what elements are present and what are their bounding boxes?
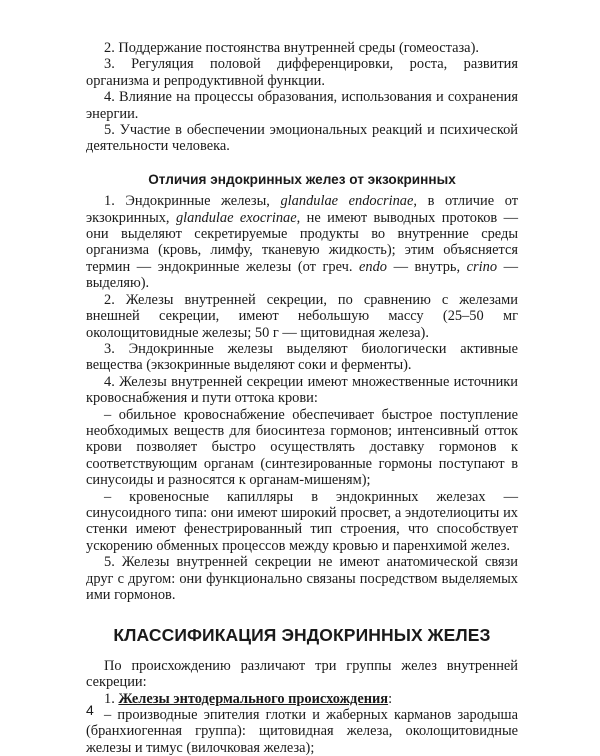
list-item: 2. Поддержание постоянства внутренней среды (гомеостаза). — [104, 40, 479, 56]
paragraph-difference-2: 2. Железы внутренней секреции, по сравнению с железами внешней секреции, имеют небольшую массу (25–50 мг околощитовидные железы; 50 г — щитовидная железа). — [86, 291, 518, 341]
paragraph-difference-4: 4. Железы внутренней секреции имеют множественные источники кровоснабжения и пути оттока крови: — [86, 373, 518, 407]
section-heading: КЛАССИФИКАЦИЯ ЭНДОКРИННЫХ ЖЕЛЕЗ — [113, 625, 491, 646]
list-item: 5. Участие в обеспечении эмоциональных реакций и психической деятельности человека. — [86, 122, 518, 155]
paragraph-capillaries: – кровеносные капилляры в эндокринных железах — синусоидного типа: они имеют широкий просвет, а эндотелиоциты их стенки имеют фенестрированный тип строения, что способствует ускорению обменных процессов между кровью и паренхимой желез. — [86, 488, 518, 554]
paragraph-difference-1: 1. Эндокринные железы, glandulae endocrinae, в отличие от экзокринных, glandulae exocrinae, не имеют выводных протоков — они выделяют секретируемые продукты во внутренние среды организма (кровь, лимфу, тканевую жидкость); этим объясняется термин — эндокринные железы (от греч. endo — внутрь, crino — выделяю). — [86, 193, 519, 292]
classification-item-1: 1. Железы энтодермального происхождения: — [104, 690, 393, 707]
paragraph-blood-supply: – обильное кровоснабжение обеспечивает быстрое поступление необходимых веществ для биосинтеза гормонов; интенсивный отток крови позволяет быстро осуществлять доставку гормонов к соответствующим органам (синтезированные гормоны поступают в синусоиды и разносятся к органам-мишеням); — [86, 406, 518, 489]
list-item: 4. Влияние на процессы образования, использования и сохранения энергии. — [86, 89, 518, 122]
page-number: 4 — [86, 702, 94, 718]
page-content — [86, 40, 518, 756]
paragraph-difference-5: 5. Железы внутренней секреции не имеют анатомической связи друг с другом: они функционально связаны посредством выделяемых ими гормонов. — [86, 554, 518, 603]
section-subheading: Отличия эндокринных желез от экзокринных — [148, 171, 456, 187]
paragraph-branchiogenic: – производные эпителия глотки и жаберных карманов зародыша (бранхиогенная группа): щитовидная железа, околощитовидные железы и тимус (вилочковая железа); — [86, 707, 518, 756]
list-item: 3. Регуляция половой дифференцировки, роста, развития организма и репродуктивной функции. — [86, 56, 518, 89]
paragraph-difference-3: 3. Эндокринные железы выделяют биологически активные вещества (экзокринные выделяют соки и ферменты). — [86, 340, 518, 374]
paragraph-intro: По происхождению различают три группы желез внутренней секреции: — [86, 657, 518, 691]
